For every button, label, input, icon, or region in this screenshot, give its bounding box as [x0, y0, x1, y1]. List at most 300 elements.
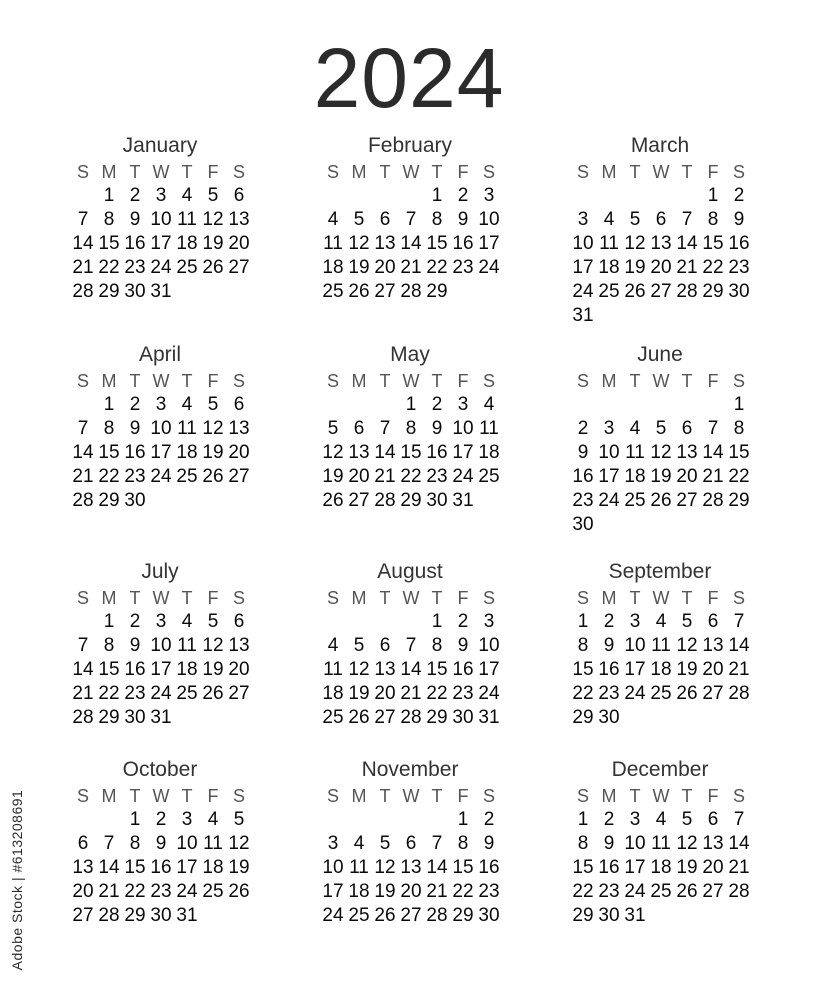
day-cell: 2 — [129, 394, 141, 415]
day-cell: 21 — [98, 881, 120, 902]
day-cell: 1 — [103, 394, 115, 415]
day-cell: 14 — [400, 659, 422, 680]
day-cell: 3 — [327, 833, 339, 854]
weekday-header: S — [76, 786, 89, 806]
day-cell: 15 — [124, 857, 146, 878]
day-cell: 28 — [676, 281, 698, 302]
empty-cell — [320, 808, 346, 832]
day-cell: 19 — [374, 881, 396, 902]
day-cell: 26 — [202, 257, 224, 278]
day-cell: 14 — [426, 857, 448, 878]
weekday-header: M — [351, 162, 367, 182]
day-cell: 20 — [702, 659, 724, 680]
day-cell: 23 — [478, 881, 500, 902]
day-cell: 4 — [655, 809, 667, 830]
day-cell: 3 — [603, 418, 615, 439]
weekday-header: T — [431, 588, 443, 608]
weekday-header: T — [431, 371, 443, 391]
day-cell: 6 — [707, 809, 719, 830]
day-cell: 12 — [650, 442, 672, 463]
day-cell: 22 — [426, 683, 448, 704]
day-cell: 30 — [452, 707, 474, 728]
weekday-header: W — [652, 371, 670, 391]
weekday-header: F — [707, 162, 719, 182]
day-cell: 12 — [348, 233, 370, 254]
weekday-header: S — [482, 371, 495, 391]
day-cell: 2 — [457, 185, 469, 206]
day-cell: 22 — [452, 881, 474, 902]
day-cell: 9 — [129, 635, 141, 656]
empty-cell — [70, 808, 96, 832]
weekday-header: F — [207, 162, 219, 182]
weekday-header: S — [482, 162, 495, 182]
day-cell: 6 — [233, 611, 245, 632]
day-cell: 8 — [733, 418, 745, 439]
day-cell: 28 — [400, 281, 422, 302]
day-grid — [70, 369, 260, 513]
month-name: April — [138, 343, 181, 366]
day-cell: 5 — [207, 611, 219, 632]
empty-cell — [320, 393, 346, 417]
day-cell: 27 — [650, 281, 672, 302]
day-cell: 25 — [348, 905, 370, 926]
day-cell: 19 — [228, 857, 250, 878]
day-cell: 17 — [452, 442, 474, 463]
month-february — [320, 134, 510, 304]
day-cell: 14 — [72, 659, 94, 680]
weekday-header: T — [431, 162, 443, 182]
day-cell: 18 — [322, 683, 344, 704]
day-cell: 31 — [572, 305, 594, 326]
day-cell: 19 — [676, 659, 698, 680]
day-cell: 1 — [457, 809, 469, 830]
weekday-header: T — [629, 371, 641, 391]
month-november — [320, 758, 510, 928]
day-cell: 24 — [452, 466, 474, 487]
day-cell: 4 — [327, 635, 339, 656]
day-cell: 18 — [650, 857, 672, 878]
day-cell: 13 — [702, 635, 724, 656]
day-cell: 30 — [124, 707, 146, 728]
day-cell: 15 — [426, 659, 448, 680]
month-name: September — [608, 560, 712, 583]
day-cell: 22 — [400, 466, 422, 487]
day-cell: 4 — [207, 809, 219, 830]
weekday-header: M — [351, 371, 367, 391]
day-cell: 27 — [228, 466, 250, 487]
day-cell: 13 — [228, 635, 250, 656]
day-cell: 25 — [176, 683, 198, 704]
day-cell: 18 — [624, 466, 646, 487]
day-cell: 24 — [322, 905, 344, 926]
day-cell: 7 — [431, 833, 443, 854]
empty-cell — [346, 610, 372, 634]
weekday-header: T — [629, 588, 641, 608]
weekday-header: S — [732, 162, 745, 182]
day-cell: 3 — [155, 394, 167, 415]
day-cell: 7 — [733, 809, 745, 830]
day-cell: 17 — [598, 466, 620, 487]
day-cell: 18 — [176, 233, 198, 254]
day-cell: 14 — [72, 442, 94, 463]
weekday-header: S — [232, 162, 245, 182]
day-cell: 5 — [207, 394, 219, 415]
day-cell: 27 — [702, 881, 724, 902]
weekday-header: T — [379, 588, 391, 608]
day-grid — [320, 369, 510, 513]
day-grid — [70, 784, 260, 928]
weekday-header: T — [129, 371, 141, 391]
day-cell: 30 — [124, 490, 146, 511]
day-cell: 16 — [150, 857, 172, 878]
day-cell: 12 — [322, 442, 344, 463]
day-grid — [320, 784, 510, 928]
day-cell: 9 — [733, 209, 745, 230]
empty-cell — [622, 393, 648, 417]
weekday-header: F — [207, 371, 219, 391]
day-cell: 23 — [124, 683, 146, 704]
day-cell: 23 — [598, 683, 620, 704]
day-cell: 29 — [400, 490, 422, 511]
day-cell: 30 — [598, 905, 620, 926]
day-cell: 26 — [322, 490, 344, 511]
month-march — [570, 134, 760, 328]
day-grid — [570, 160, 760, 328]
empty-cell — [570, 184, 596, 208]
weekday-header: S — [576, 786, 589, 806]
day-grid — [320, 160, 510, 304]
day-cell: 5 — [655, 418, 667, 439]
day-cell: 12 — [624, 233, 646, 254]
day-cell: 10 — [150, 209, 172, 230]
day-cell: 10 — [624, 833, 646, 854]
day-cell: 26 — [202, 683, 224, 704]
day-cell: 29 — [98, 707, 120, 728]
day-cell: 1 — [103, 611, 115, 632]
day-cell: 2 — [129, 185, 141, 206]
month-august — [320, 560, 510, 730]
day-cell: 6 — [405, 833, 417, 854]
day-cell: 7 — [681, 209, 693, 230]
month-name: November — [361, 758, 459, 781]
weekday-header: F — [707, 786, 719, 806]
day-cell: 17 — [176, 857, 198, 878]
weekday-header: S — [232, 786, 245, 806]
day-cell: 13 — [702, 833, 724, 854]
weekday-header: M — [101, 371, 117, 391]
weekday-header: M — [601, 786, 617, 806]
day-cell: 31 — [176, 905, 198, 926]
day-cell: 11 — [177, 635, 197, 656]
weekday-header: T — [681, 371, 693, 391]
stock-watermark — [6, 765, 28, 995]
day-cell: 25 — [322, 707, 344, 728]
weekday-header: M — [601, 588, 617, 608]
empty-cell — [700, 393, 726, 417]
day-cell: 17 — [150, 659, 172, 680]
day-cell: 1 — [405, 394, 417, 415]
weekday-header: F — [457, 162, 469, 182]
day-cell: 16 — [728, 233, 750, 254]
day-cell: 7 — [405, 635, 417, 656]
day-cell: 24 — [150, 257, 172, 278]
day-cell: 14 — [72, 233, 94, 254]
day-cell: 13 — [676, 442, 698, 463]
month-name: December — [611, 758, 709, 781]
weekday-header: W — [402, 371, 420, 391]
day-cell: 9 — [129, 209, 141, 230]
day-cell: 29 — [98, 281, 120, 302]
day-cell: 4 — [327, 209, 339, 230]
day-cell: 15 — [98, 659, 120, 680]
day-cell: 15 — [426, 233, 448, 254]
day-cell: 10 — [322, 857, 344, 878]
day-cell: 5 — [233, 809, 245, 830]
day-cell: 11 — [349, 857, 369, 878]
weekday-header: T — [379, 162, 391, 182]
empty-cell — [622, 184, 648, 208]
day-cell: 31 — [150, 707, 172, 728]
day-cell: 9 — [457, 209, 469, 230]
month-june — [570, 343, 760, 537]
day-cell: 15 — [572, 857, 594, 878]
day-cell: 23 — [452, 257, 474, 278]
day-cell: 28 — [98, 905, 120, 926]
day-cell: 27 — [702, 683, 724, 704]
day-cell: 26 — [676, 881, 698, 902]
day-cell: 27 — [348, 490, 370, 511]
day-cell: 3 — [457, 394, 469, 415]
day-cell: 28 — [702, 490, 724, 511]
day-cell: 24 — [598, 490, 620, 511]
day-cell: 1 — [103, 185, 115, 206]
weekday-header: M — [101, 588, 117, 608]
day-cell: 22 — [572, 683, 594, 704]
day-cell: 19 — [202, 442, 224, 463]
day-cell: 9 — [577, 442, 589, 463]
day-cell: 30 — [150, 905, 172, 926]
day-cell: 12 — [202, 418, 224, 439]
day-cell: 22 — [124, 881, 146, 902]
empty-cell — [372, 808, 398, 832]
day-cell: 22 — [98, 683, 120, 704]
day-cell: 9 — [603, 833, 615, 854]
day-cell: 26 — [228, 881, 250, 902]
day-cell: 4 — [181, 394, 193, 415]
day-cell: 2 — [603, 611, 615, 632]
day-cell: 13 — [228, 209, 250, 230]
day-cell: 13 — [374, 233, 396, 254]
day-cell: 11 — [651, 635, 671, 656]
day-cell: 26 — [348, 281, 370, 302]
month-name: August — [377, 560, 443, 583]
weekday-header: S — [732, 371, 745, 391]
day-cell: 1 — [707, 185, 719, 206]
day-cell: 16 — [452, 659, 474, 680]
day-cell: 25 — [650, 683, 672, 704]
day-cell: 25 — [598, 281, 620, 302]
day-cell: 14 — [728, 833, 750, 854]
weekday-header: T — [129, 786, 141, 806]
day-cell: 18 — [598, 257, 620, 278]
day-cell: 15 — [728, 442, 750, 463]
day-cell: 12 — [374, 857, 396, 878]
day-cell: 27 — [374, 707, 396, 728]
weekday-header: M — [351, 588, 367, 608]
day-cell: 25 — [322, 281, 344, 302]
day-cell: 5 — [353, 209, 365, 230]
day-cell: 1 — [431, 185, 443, 206]
day-cell: 12 — [676, 833, 698, 854]
day-cell: 9 — [483, 833, 495, 854]
month-may — [320, 343, 510, 513]
day-cell: 16 — [426, 442, 448, 463]
weekday-header: S — [76, 588, 89, 608]
day-cell: 24 — [150, 683, 172, 704]
day-cell: 7 — [405, 209, 417, 230]
day-cell: 13 — [400, 857, 422, 878]
month-january — [70, 134, 260, 304]
empty-cell — [398, 610, 424, 634]
day-cell: 31 — [478, 707, 500, 728]
empty-cell — [96, 808, 122, 832]
day-cell: 25 — [202, 881, 224, 902]
day-cell: 23 — [572, 490, 594, 511]
day-cell: 3 — [577, 209, 589, 230]
day-cell: 23 — [124, 257, 146, 278]
weekday-header: T — [629, 786, 641, 806]
day-cell: 29 — [702, 281, 724, 302]
day-cell: 23 — [150, 881, 172, 902]
day-cell: 5 — [629, 209, 641, 230]
weekday-header: S — [326, 588, 339, 608]
day-cell: 3 — [181, 809, 193, 830]
day-cell: 11 — [479, 418, 499, 439]
day-cell: 30 — [426, 490, 448, 511]
day-cell: 16 — [124, 659, 146, 680]
day-cell: 24 — [478, 683, 500, 704]
day-cell: 22 — [426, 257, 448, 278]
day-cell: 17 — [322, 881, 344, 902]
day-cell: 6 — [233, 394, 245, 415]
day-cell: 2 — [431, 394, 443, 415]
day-cell: 23 — [452, 683, 474, 704]
day-cell: 18 — [650, 659, 672, 680]
day-cell: 22 — [702, 257, 724, 278]
empty-cell — [70, 184, 96, 208]
empty-cell — [320, 184, 346, 208]
day-cell: 10 — [478, 635, 500, 656]
day-cell: 25 — [176, 257, 198, 278]
day-cell: 24 — [572, 281, 594, 302]
day-cell: 21 — [72, 257, 94, 278]
empty-cell — [424, 808, 450, 832]
day-cell: 21 — [374, 466, 396, 487]
day-cell: 17 — [478, 233, 500, 254]
weekday-header: W — [652, 162, 670, 182]
day-cell: 19 — [676, 857, 698, 878]
weekday-header: T — [181, 588, 193, 608]
day-cell: 21 — [728, 857, 750, 878]
day-cell: 21 — [426, 881, 448, 902]
day-cell: 9 — [431, 418, 443, 439]
day-cell: 9 — [457, 635, 469, 656]
day-cell: 28 — [728, 881, 750, 902]
day-cell: 16 — [124, 442, 146, 463]
day-cell: 20 — [702, 857, 724, 878]
day-cell: 29 — [124, 905, 146, 926]
day-cell: 21 — [400, 257, 422, 278]
day-cell: 6 — [681, 418, 693, 439]
weekday-header: W — [652, 786, 670, 806]
day-cell: 10 — [624, 635, 646, 656]
day-cell: 16 — [124, 233, 146, 254]
day-cell: 11 — [177, 209, 197, 230]
day-cell: 13 — [348, 442, 370, 463]
day-cell: 10 — [176, 833, 198, 854]
empty-cell — [70, 393, 96, 417]
day-cell: 6 — [77, 833, 89, 854]
day-cell: 14 — [400, 233, 422, 254]
day-cell: 25 — [650, 881, 672, 902]
day-cell: 16 — [478, 857, 500, 878]
day-cell: 7 — [77, 418, 89, 439]
day-cell: 10 — [478, 209, 500, 230]
day-cell: 3 — [629, 809, 641, 830]
day-cell: 30 — [124, 281, 146, 302]
weekday-header: W — [402, 588, 420, 608]
day-cell: 7 — [733, 611, 745, 632]
month-name: October — [122, 758, 198, 781]
day-cell: 26 — [348, 707, 370, 728]
day-cell: 20 — [348, 466, 370, 487]
day-cell: 13 — [374, 659, 396, 680]
day-cell: 6 — [233, 185, 245, 206]
day-cell: 20 — [374, 683, 396, 704]
year-title: 2024 — [313, 31, 505, 125]
empty-cell — [372, 393, 398, 417]
weekday-header: F — [457, 371, 469, 391]
day-grid — [570, 586, 760, 730]
day-cell: 27 — [228, 257, 250, 278]
day-cell: 8 — [707, 209, 719, 230]
day-cell: 17 — [150, 442, 172, 463]
day-cell: 29 — [728, 490, 750, 511]
day-cell: 7 — [707, 418, 719, 439]
empty-cell — [674, 184, 700, 208]
day-cell: 1 — [733, 394, 745, 415]
day-cell: 30 — [478, 905, 500, 926]
day-cell: 8 — [577, 833, 589, 854]
weekday-header: T — [129, 588, 141, 608]
day-cell: 18 — [176, 659, 198, 680]
day-cell: 7 — [379, 418, 391, 439]
day-cell: 1 — [577, 611, 589, 632]
weekday-header: S — [232, 371, 245, 391]
day-cell: 1 — [129, 809, 141, 830]
day-cell: 4 — [181, 185, 193, 206]
day-cell: 7 — [77, 635, 89, 656]
day-cell: 28 — [72, 707, 94, 728]
day-grid — [70, 586, 260, 730]
weekday-header: S — [576, 371, 589, 391]
empty-cell — [372, 184, 398, 208]
day-cell: 20 — [228, 233, 250, 254]
weekday-header: S — [576, 588, 589, 608]
day-cell: 20 — [72, 881, 94, 902]
day-cell: 12 — [348, 659, 370, 680]
day-cell: 12 — [202, 635, 224, 656]
